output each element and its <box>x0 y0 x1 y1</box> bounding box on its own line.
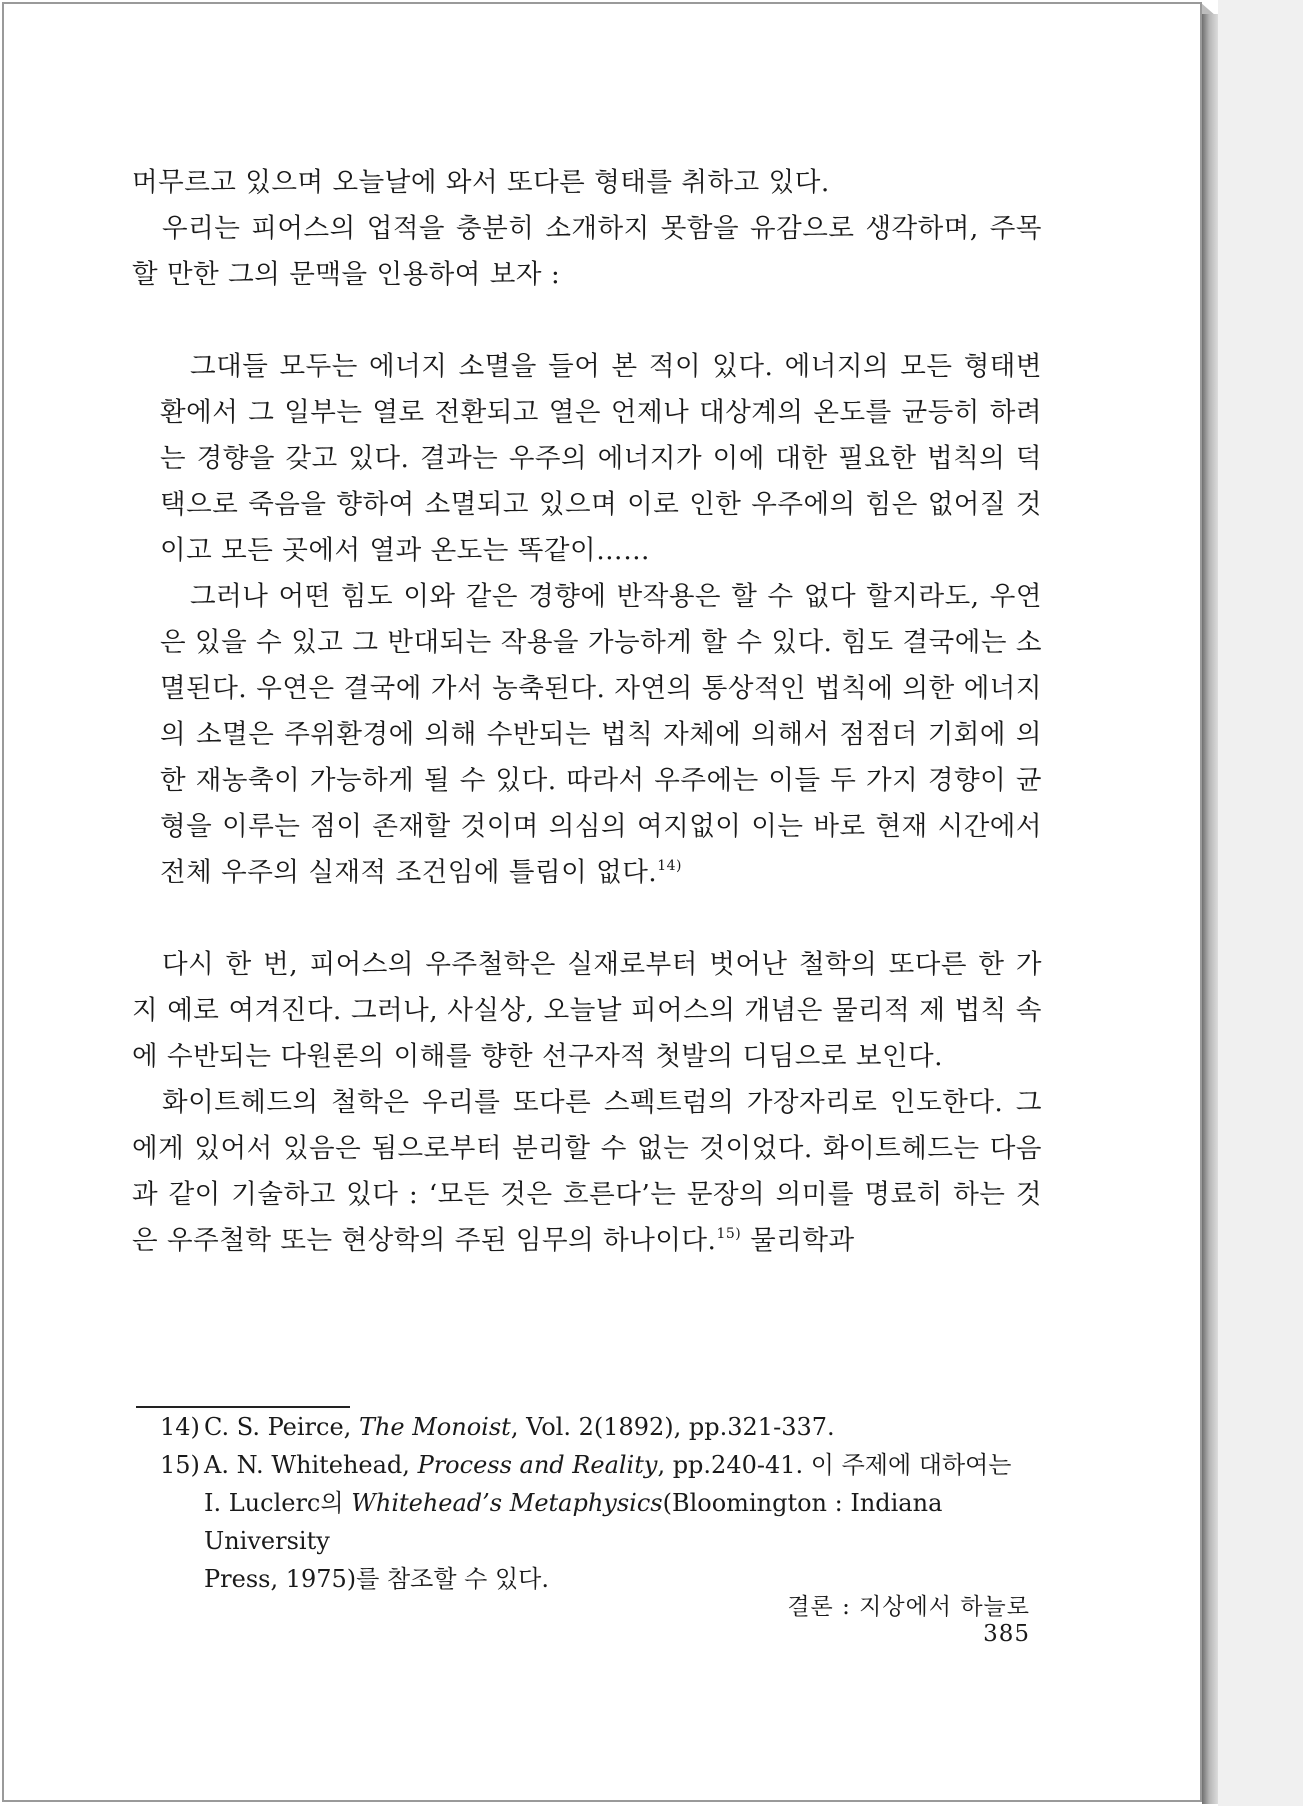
block-quote <box>160 344 1042 896</box>
running-title: 결론 : 지상에서 하늘로 <box>787 1594 1030 1620</box>
paragraph-intro-quote: 우리는 피어스의 업적을 충분히 소개하지 못함을 유감으로 생각하며, 주목할 만한 그의 문맥을 인용하여 보자 : <box>132 213 1042 290</box>
body-text <box>132 160 1042 1264</box>
footnote-text: C. S. Peirce, <box>204 1413 359 1441</box>
footnote-15-line-3: Press, 1975)를 참조할 수 있다. <box>204 1565 549 1593</box>
running-footer <box>740 1588 1030 1647</box>
footnote-title: Process and Reality <box>417 1451 658 1479</box>
footnote-15-line-2 <box>160 1484 1042 1560</box>
footnote-14-line <box>160 1408 1042 1446</box>
footnote-number: 14) <box>160 1413 200 1441</box>
quote-paragraph-1: 그대들 모두는 에너지 소멸을 들어 본 적이 있다. 에너지의 모든 형태변환에서 그 일부는 열로 전환되고 열은 언제나 대상계의 온도를 균등히 하려는 경향을 갖고 있다. 결과는 우주의 에너지가 이에 대한 필요한 법칙의 덕택으로 죽음을 향하여 소멸되고 있으며 이로 인한 우주에의 힘은 없어질 것이고 모든 곳에서 열과 온도는 똑같이…… <box>160 351 1042 566</box>
quote-paragraph-2-text: 그러나 어떤 힘도 이와 같은 경향에 반작용은 할 수 없다 할지라도, 우연은 있을 수 있고 그 반대되는 작용을 가능하게 할 수 있다. 힘도 결국에는 소멸된다. 우연은 결국에 가서 농축된다. 자연의 통상적인 법칙에 의한 에너지의 소멸은 주위환경에 의해 수반되는 법칙 자체에 의해서 점점더 기회에 의한 재농축이 가능하게 될 수 있다. 따라서 우주에는 이들 두 가지 경향이 균형을 이루는 점이 존재할 것이며 의심의 여지없이 이는 바로 현재 시간에서 전체 우주의 실재적 조건임에 틀림이 없다. <box>160 581 1042 888</box>
footnote-text: (Bloomington : Indiana University <box>204 1489 943 1555</box>
footnote-text: , pp.240-41. 이 주제에 대하여는 <box>657 1451 1012 1479</box>
paragraph-whitehead <box>132 1080 1042 1264</box>
paragraph-whitehead-tail: 물리학과 <box>741 1225 855 1256</box>
viewer-margin <box>1218 0 1303 1806</box>
footnote-title: The Monoist <box>358 1413 511 1441</box>
footnote-15 <box>160 1446 1042 1598</box>
quote-paragraph-2 <box>160 574 1042 896</box>
footnote-ref-15[interactable]: 15) <box>716 1225 742 1242</box>
page-number: 385 <box>983 1621 1030 1647</box>
footnote-text: , Vol. 2(1892), pp.321-337. <box>510 1413 835 1441</box>
page-edge-shadow <box>1202 14 1218 1804</box>
footnote-15-line-1 <box>160 1446 1042 1484</box>
footnote-text: A. N. Whitehead, <box>204 1451 418 1479</box>
footnote-number: 15) <box>160 1451 200 1479</box>
footnote-text: I. Luclerc의 <box>204 1489 352 1517</box>
footnote-14 <box>160 1408 1042 1446</box>
footnote-title: Whitehead’s Metaphysics <box>351 1489 663 1517</box>
footnote-ref-14[interactable]: 14) <box>657 857 683 874</box>
paragraph-peirce: 다시 한 번, 피어스의 우주철학은 실재로부터 벗어난 철학의 또다른 한 가지 예로 여겨진다. 그러나, 사실상, 오늘날 피어스의 개념은 물리적 제 법칙 속에 수반되는 다원론의 이해를 향한 선구자적 첫발의 디딤으로 보인다. <box>132 949 1042 1072</box>
paragraph-continued: 머무르고 있으며 오늘날에 와서 또다른 형태를 취하고 있다. <box>132 167 830 198</box>
footnotes <box>160 1408 1042 1598</box>
paragraph-whitehead-text: 화이트헤드의 철학은 우리를 또다른 스펙트럼의 가장자리로 인도한다. 그에게 있어서 있음은 됨으로부터 분리할 수 없는 것이었다. 화이트헤드는 다음과 같이 기술하고 있다 : ‘모든 것은 흐른다’는 문장의 의미를 명료히 하는 것은 우주철학 또는 현상학의 주된 임무의 하나이다. <box>132 1087 1042 1256</box>
